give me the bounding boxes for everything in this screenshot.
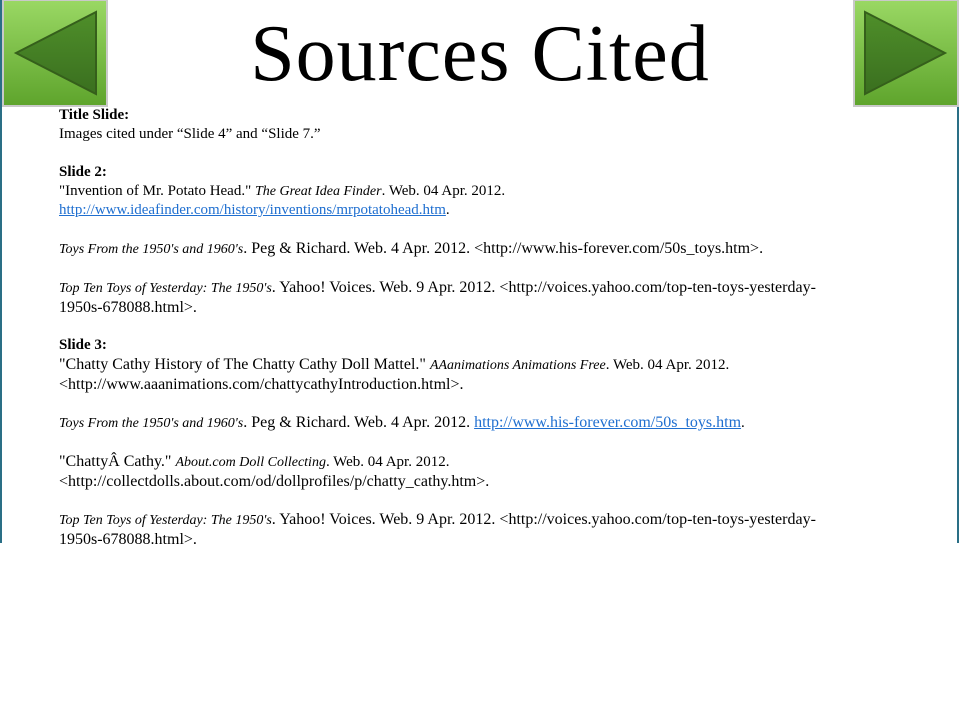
citation-part: . Yahoo! Voices. Web. 9 Apr. 2012. <http://voices.yahoo.com/top-ten-toys-yesterday-	[271, 511, 816, 528]
section-heading-slide-3: Slide 3:	[59, 337, 107, 353]
citation-part: . Web. 04 Apr. 2012.	[605, 357, 730, 373]
citation-part: "ChattyÂ Cathy."	[59, 453, 176, 470]
citation-top-ten-toys	[59, 278, 889, 298]
citation-part: .	[445, 202, 450, 218]
citation-chatty-cathy-about-url: <http://collectdolls.about.com/od/dollprofiles/p/chatty_cathy.htm>.	[59, 473, 490, 490]
citation-part: . Peg & Richard. Web. 4 Apr. 2012. <http://www.his-forever.com/50s_toys.htm>.	[243, 240, 764, 257]
citation-part: .	[741, 415, 745, 431]
his-forever-link[interactable]: http://www.his-forever.com/50s_toys.htm	[474, 414, 742, 431]
citation-chatty-cathy-history-url: <http://www.aaanimations.com/chattycathyIntroduction.html>.	[59, 376, 464, 393]
citation-source-title: The Great Idea Finder	[254, 184, 382, 199]
citation-part: . Web. 04 Apr. 2012.	[325, 454, 450, 470]
citation-source-title: Top Ten Toys of Yesterday: The 1950's	[59, 513, 272, 528]
citation-top-ten-toys-cont: 1950s-678088.html>.	[59, 299, 197, 316]
section-heading-slide-2: Slide 2:	[59, 164, 107, 180]
ideafinder-link[interactable]: http://www.ideafinder.com/history/inventions/mrpotatohead.htm	[59, 202, 446, 218]
citation-source-title: Top Ten Toys of Yesterday: The 1950's	[59, 281, 272, 296]
citation-source-title: About.com Doll Collecting	[175, 455, 326, 470]
section-heading-title-slide: Title Slide:	[59, 107, 130, 123]
citation-list	[59, 106, 889, 549]
citation-toys-1950s-1960s	[59, 239, 889, 259]
slide-title: Sources Cited	[250, 10, 710, 98]
citation-part: . Web. 04 Apr. 2012.	[381, 183, 506, 199]
citation-chatty-cathy-history	[59, 355, 889, 375]
citation-top-ten-toys-2	[59, 510, 889, 530]
citation-chatty-cathy-about	[59, 452, 889, 472]
citation-part: "Chatty Cathy History of The Chatty Cathy Doll Mattel."	[59, 356, 430, 373]
citation-source-title: Toys From the 1950's and 1960's	[59, 416, 244, 431]
citation-potato-head-link-line	[59, 201, 889, 220]
citation-part: . Yahoo! Voices. Web. 9 Apr. 2012. <http://voices.yahoo.com/top-ten-toys-yesterday-	[271, 279, 816, 296]
citation-text: Images cited under “Slide 4” and “Slide 7.”	[59, 126, 321, 142]
citation-source-title: Toys From the 1950's and 1960's	[59, 242, 244, 257]
citation-toys-1950s-1960s-2	[59, 413, 889, 433]
citation-potato-head	[59, 182, 889, 201]
citation-top-ten-toys-2-cont: 1950s-678088.html>.	[59, 531, 197, 548]
citation-source-title: AAanimations Animations Free	[429, 358, 606, 373]
citation-part: "Invention of Mr. Potato Head."	[59, 183, 255, 199]
citation-part: . Peg & Richard. Web. 4 Apr. 2012.	[243, 414, 475, 431]
